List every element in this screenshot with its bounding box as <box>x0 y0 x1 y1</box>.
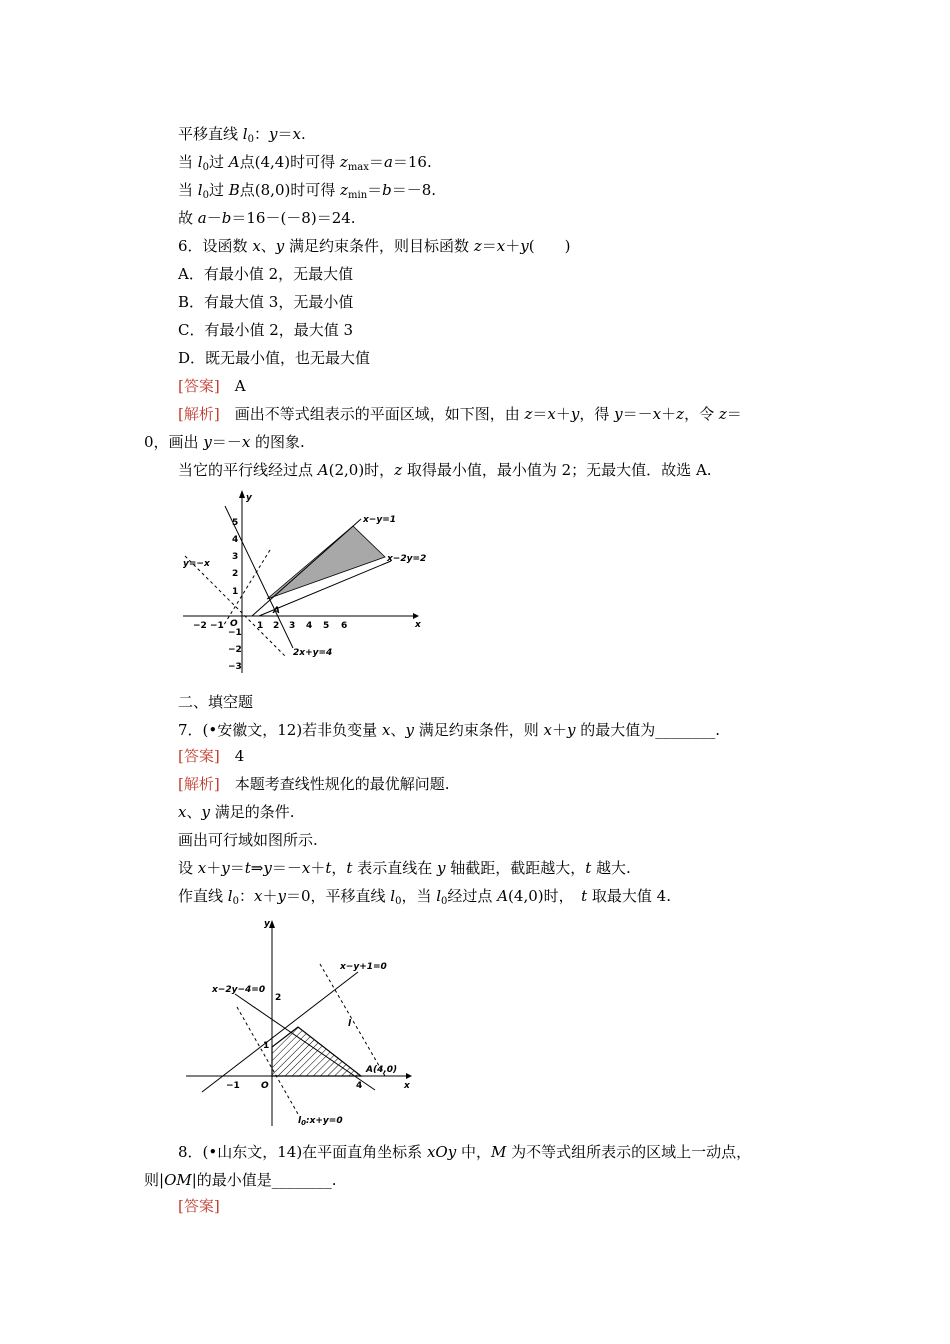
svg-text:5: 5 <box>323 621 330 631</box>
answer-tag: [答案] <box>178 1197 220 1215</box>
option-c: C．有最小值 2，最大值 3 <box>178 321 354 339</box>
text-line: 当 $l_0$过 A点(4,4)时可得 $z_{max}=a=16$. <box>178 153 432 173</box>
explanation-7-cont: 画出可行域如图所示. <box>178 831 318 849</box>
svg-text:−3: −3 <box>228 662 242 672</box>
feasible-region <box>272 1027 361 1076</box>
svg-text:4: 4 <box>356 1081 363 1091</box>
svg-text:y: y <box>246 493 252 503</box>
option-b: B．有最大值 3，无最小值 <box>178 293 354 311</box>
text-line: 平移直线 $l_0$：y＝x. <box>178 125 306 145</box>
svg-text:x: x <box>415 620 421 630</box>
svg-text:−1: −1 <box>228 628 242 638</box>
svg-text:y: y <box>264 919 270 929</box>
svg-text:1: 1 <box>263 1041 270 1051</box>
svg-text:3: 3 <box>232 552 239 562</box>
svg-text:1: 1 <box>257 621 264 631</box>
svg-text:y=−x: y=−x <box>183 559 210 569</box>
svg-text:A: A <box>273 606 280 616</box>
explanation-7: [解析] 本题考查线性规化的最优解问题. <box>178 775 450 793</box>
section-heading: 二、填空题 <box>178 693 254 711</box>
question-8-cont: 则|OM|的最小值是________. <box>144 1171 337 1189</box>
svg-text:x−2y−4=0: x−2y−4=0 <box>212 985 266 995</box>
explanation-tag: [解析] <box>178 405 220 423</box>
svg-text:2: 2 <box>232 569 239 579</box>
figure-1 <box>175 488 435 678</box>
explanation-6-cont: 0，画出 y＝－x 的图象. <box>144 433 305 451</box>
answer-7: [答案] 4 <box>178 747 245 765</box>
svg-text:x: x <box>404 1081 410 1091</box>
svg-text:l: l <box>348 1019 352 1029</box>
svg-text:2: 2 <box>273 621 280 631</box>
svg-text:5: 5 <box>232 518 239 528</box>
question-6: 6．设函数 x、y 满足约束条件，则目标函数 z＝x＋y( ) <box>178 237 571 255</box>
text-line: 故 a－b＝16－(－8)＝24. <box>178 209 356 227</box>
explanation-tag: [解析] <box>178 775 220 793</box>
svg-text:4: 4 <box>232 535 239 545</box>
svg-text:O: O <box>230 619 238 629</box>
svg-text:−1: −1 <box>226 1081 240 1091</box>
answer-6: [答案] A <box>178 377 246 395</box>
text-line: 当 $l_0$过 B点(8,0)时可得 $z_{min}=b=-8$. <box>178 181 437 201</box>
explanation-6: [解析] 画出不等式组表示的平面区域，如下图，由 z＝x＋y，得 y＝－x＋z，令 z＝ <box>178 405 742 423</box>
explanation-6-cont: 当它的平行线经过点 A(2,0)时，z 取得最小值，最小值为 2；无最大值．故选 A. <box>178 461 712 479</box>
explanation-7-cont: 作直线 $l_0$：x＋y＝0，平移直线 $l_0$，当 $l_0$经过点 A(4,0)时， t 取最大值 4. <box>178 887 671 907</box>
svg-text:x−y+1=0: x−y+1=0 <box>340 962 387 972</box>
figure-2 <box>180 912 420 1134</box>
question-8: 8．(•山东文，14)在平面直角坐标系 xOy 中，M 为不等式组所表示的区域上一动点， <box>178 1143 752 1161</box>
svg-text:2: 2 <box>275 993 282 1003</box>
option-a: A．有最小值 2，无最大值 <box>178 265 354 283</box>
svg-text:−1: −1 <box>210 621 224 631</box>
svg-text:x−2y=2: x−2y=2 <box>387 554 427 564</box>
answer-tag: [答案] <box>178 747 220 765</box>
question-7: 7．(•安徽文，12)若非负变量 x、y 满足约束条件，则 x＋y 的最大值为________. <box>178 721 720 739</box>
svg-text:−2: −2 <box>228 645 242 655</box>
explanation-7-cont: 设 x＋y＝t⇒y＝－x＋t，t 表示直线在 y 轴截距，截距越大，t 越大. <box>178 859 631 877</box>
svg-text:x−y=1: x−y=1 <box>363 515 397 525</box>
svg-text:3: 3 <box>289 621 296 631</box>
explanation-7-cont: x、y 满足的条件. <box>178 803 295 821</box>
svg-text:O: O <box>261 1081 269 1091</box>
answer-tag: [答案] <box>178 377 220 395</box>
option-d: D．既无最小值，也无最大值 <box>178 349 371 367</box>
svg-text:4: 4 <box>306 621 313 631</box>
svg-text:2x+y=4: 2x+y=4 <box>293 648 333 658</box>
svg-text:l0:x+y=0: $l_0:x+y=0$ <box>298 1116 343 1127</box>
answer-8 <box>178 1196 220 1216</box>
svg-text:−2: −2 <box>193 621 207 631</box>
svg-text:A(4,0): A(4,0) <box>366 1065 398 1075</box>
svg-text:6: 6 <box>341 621 348 631</box>
svg-text:1: 1 <box>232 587 239 597</box>
